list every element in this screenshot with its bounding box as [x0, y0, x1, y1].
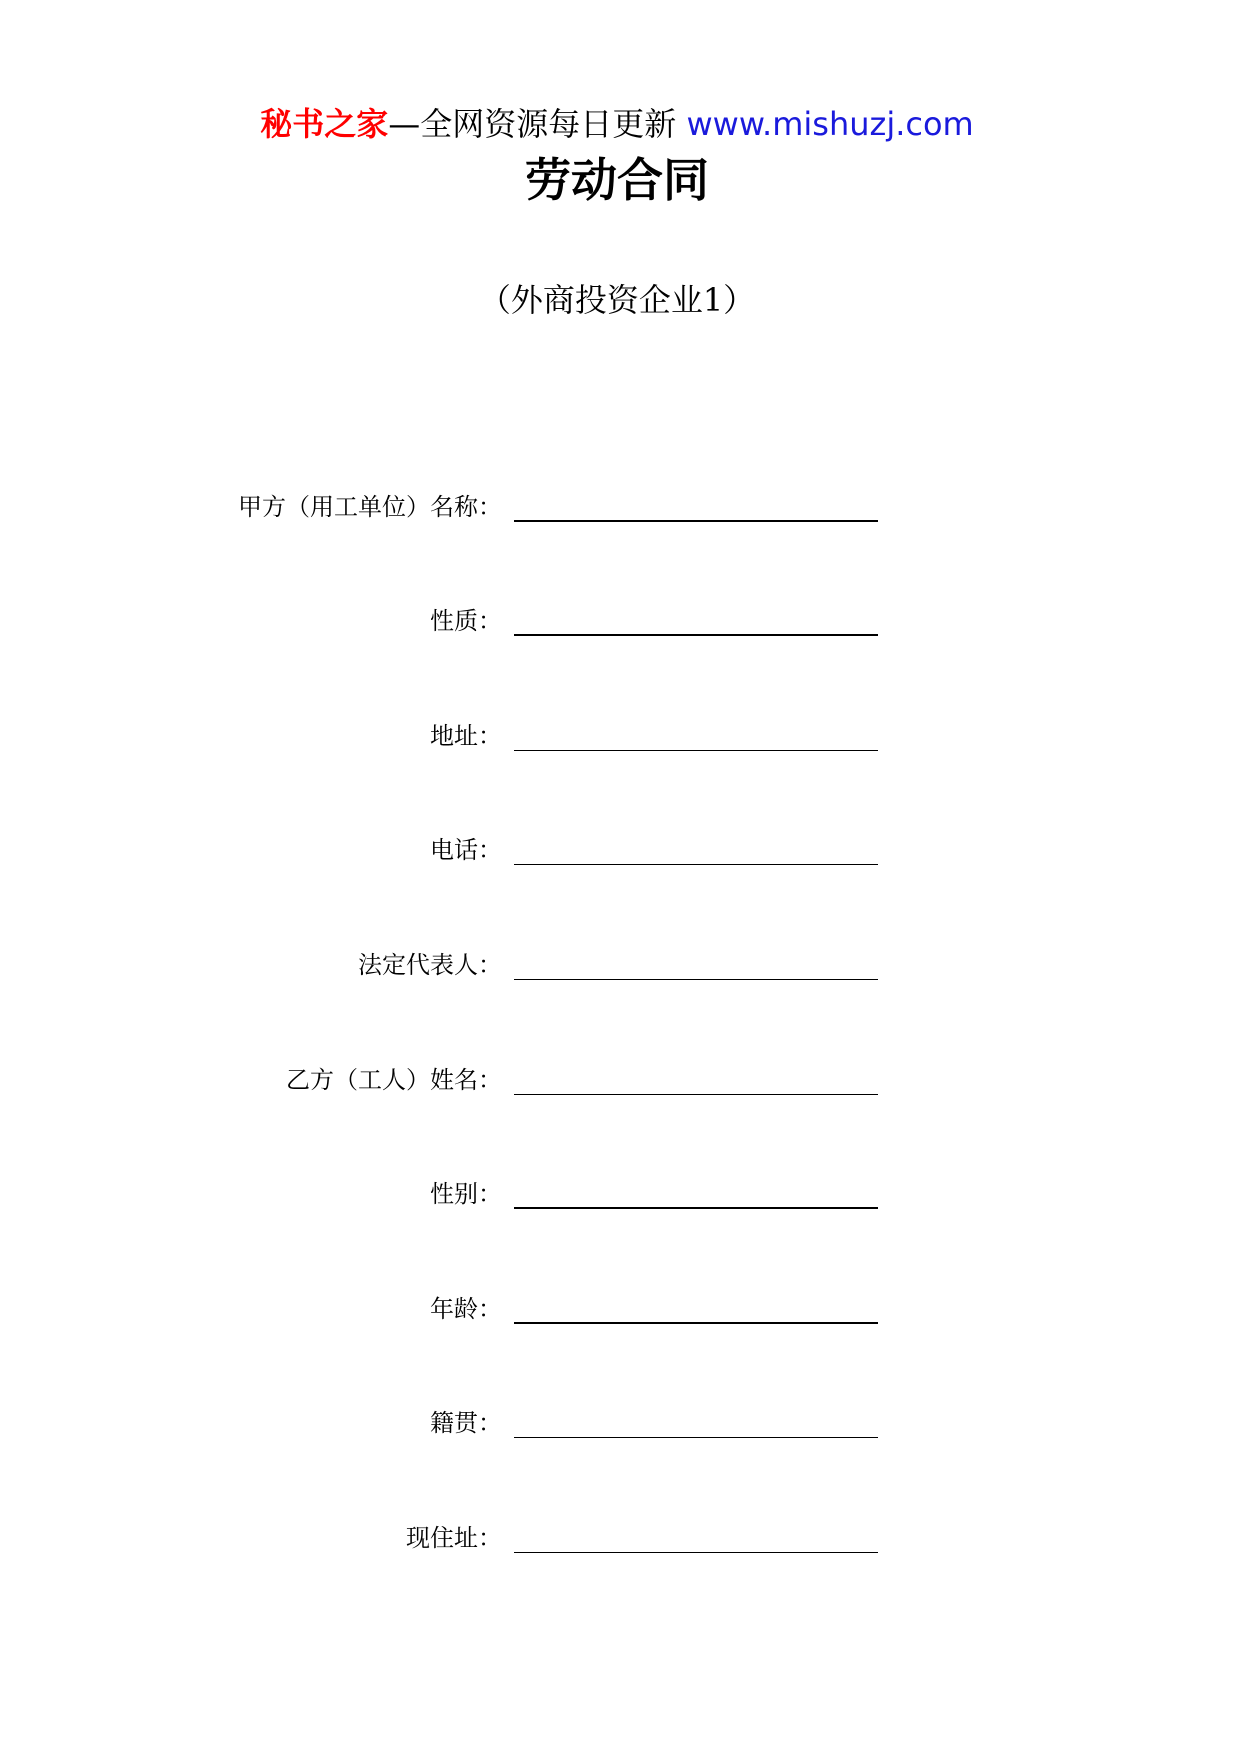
- field-label: 现住址：: [406, 1524, 502, 1552]
- fill-in-blank[interactable]: [514, 634, 878, 636]
- field-party-b-name: [0, 1057, 1234, 1101]
- field-age: [0, 1286, 1234, 1330]
- field-label: 乙方（工人）姓名：: [286, 1066, 502, 1094]
- field-party-a-name: [0, 484, 1234, 528]
- fill-in-blank[interactable]: [514, 520, 878, 522]
- field-label: 法定代表人：: [358, 951, 502, 979]
- header-tagline: —全网资源每日更新: [388, 105, 687, 143]
- brand-name: 秘书之家: [260, 105, 389, 143]
- field-label: 性质：: [430, 607, 502, 635]
- fill-in-blank[interactable]: [514, 979, 878, 980]
- field-label: 年龄：: [430, 1295, 502, 1323]
- field-label: 籍贯：: [430, 1409, 502, 1437]
- fill-in-blank[interactable]: [514, 750, 878, 751]
- fill-in-blank[interactable]: [514, 1552, 878, 1553]
- field-current-address: [0, 1515, 1234, 1559]
- field-gender: [0, 1171, 1234, 1215]
- field-label: 甲方（用工单位）名称：: [238, 493, 502, 521]
- field-label: 地址：: [430, 722, 502, 750]
- field-nature: [0, 598, 1234, 642]
- field-label: 性别：: [430, 1180, 502, 1208]
- document-subtitle: （外商投资企业1）: [478, 281, 756, 319]
- fill-in-blank[interactable]: [514, 1437, 878, 1438]
- fill-in-blank[interactable]: [514, 864, 878, 865]
- field-legal-representative: [0, 942, 1234, 986]
- field-native-place: [0, 1400, 1234, 1444]
- site-header: [0, 104, 1234, 144]
- field-label: 电话：: [430, 836, 502, 864]
- field-phone: [0, 827, 1234, 871]
- fill-in-blank[interactable]: [514, 1094, 878, 1095]
- site-url-link[interactable]: www.mishuzj.com: [686, 105, 974, 143]
- fill-in-blank[interactable]: [514, 1322, 878, 1324]
- field-address: [0, 713, 1234, 757]
- fill-in-blank[interactable]: [514, 1207, 878, 1209]
- document-title: 劳动合同: [525, 153, 709, 207]
